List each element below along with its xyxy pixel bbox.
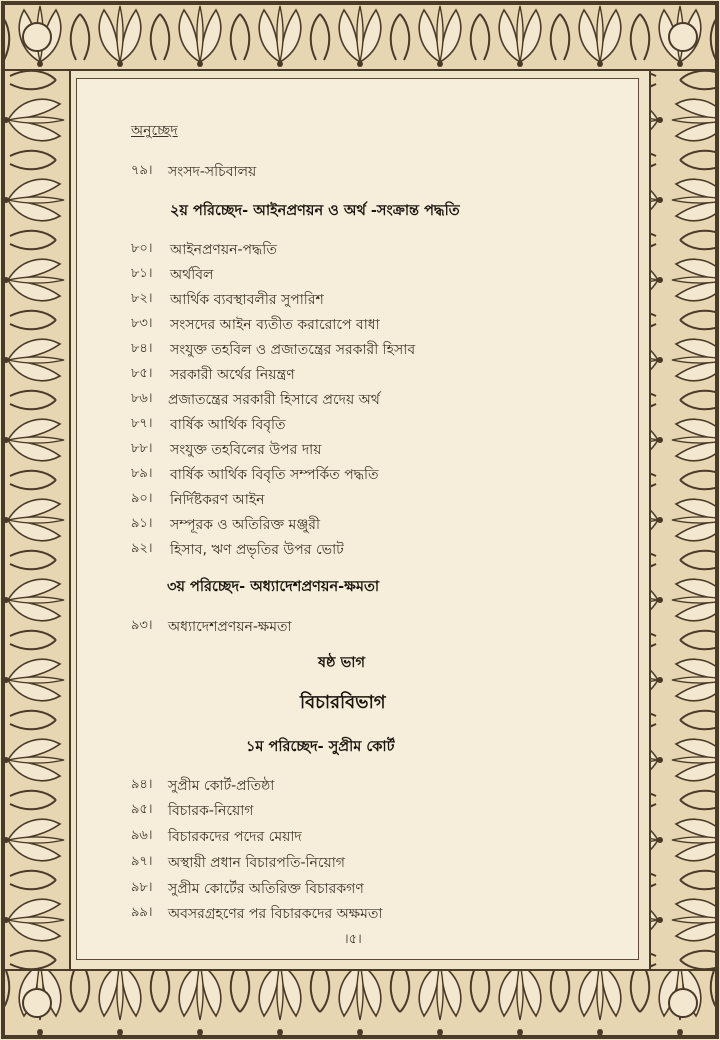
chapter3-heading: ৩য় পরিচ্ছেদ- অধ্যাদেশপ্রণয়ন-ক্ষমতা: [167, 579, 380, 595]
entry-number: ৯৪।: [131, 777, 153, 792]
entry-number: ৯১।: [131, 516, 153, 531]
entry-title: নির্দিষ্টকরণ আইন: [170, 492, 265, 508]
entry-title: সুপ্রীম কোর্টের অতিরিক্ত বিচারকগণ: [168, 881, 364, 897]
chapter1-heading: ১ম পরিচ্ছেদ- সুপ্রীম কোর্ট: [246, 739, 395, 755]
entry-title: হিসাব, ঋণ প্রভৃতির উপর ভোট: [170, 542, 344, 558]
entry-title: বার্ষিক আর্থিক বিবৃতি সম্পর্কিত পদ্ধতি: [170, 467, 379, 483]
entry-number: ৯৩।: [131, 618, 153, 633]
entry-title: বিচারক-নিয়োগ: [168, 803, 254, 819]
entry-title: সুপ্রীম কোর্ট-প্রতিষ্ঠা: [168, 778, 275, 794]
entry-title: প্রজাতন্ত্রের সরকারী হিসাবে প্রদেয় অর্থ: [168, 392, 380, 408]
entry-title: সংযুক্ত তহবিলের উপর দায়: [170, 442, 322, 458]
entry-number: ৯২।: [131, 541, 153, 556]
entry-number: ৮৮।: [131, 441, 153, 456]
entry-number: ৭৯।: [131, 163, 153, 178]
entry-title: সরকারী অর্থের নিয়ন্ত্রণ: [170, 367, 295, 383]
entry-number: ৮৭।: [131, 416, 153, 431]
part-title: বিচারবিভাগ: [300, 692, 386, 713]
entry-title: অধ্যাদেশপ্রণয়ন-ক্ষমতা: [168, 619, 292, 635]
entry-title: অর্থবিল: [170, 267, 214, 283]
entry-number: ৯০।: [131, 491, 153, 506]
entry-title: বিচারকদের পদের মেয়াদ: [168, 829, 302, 845]
entry-number: ৮৪।: [131, 341, 153, 356]
entry-number: ৮৫।: [131, 366, 153, 381]
entry-number: ৮০।: [131, 241, 153, 256]
entry-title: সংসদের আইন ব্যতীত করারোপে বাধা: [170, 317, 380, 333]
entry-title: সংযুক্ত তহবিল ও প্রজাতন্ত্রের সরকারী হিসাব: [170, 342, 416, 358]
entry-number: ৯৭।: [131, 854, 153, 869]
entry-number: ৮১।: [131, 266, 153, 281]
entry-number: ৯৬।: [131, 828, 153, 843]
entry-title: আইনপ্রণয়ন-পদ্ধতি: [170, 242, 277, 258]
entry-number: ৮৯।: [131, 466, 153, 481]
entry-title: অবসরগ্রহণের পর বিচারকদের অক্ষমতা: [168, 906, 383, 922]
entry-number: ৮৬।: [131, 391, 153, 406]
entry-title: সংসদ-সচিবালয়: [168, 164, 257, 180]
entry-number: ৯৮।: [131, 880, 153, 895]
entry-number: ৯৫।: [131, 802, 153, 817]
entry-number: ৮৩।: [131, 316, 153, 331]
entry-title: আর্থিক ব্যবস্থাবলীর সুপারিশ: [170, 292, 324, 308]
section-label: অনুচ্ছেদ: [131, 123, 178, 139]
part-label: ষষ্ঠ ভাগ: [318, 655, 366, 671]
entry-title: সম্পূরক ও অতিরিক্ত মঞ্জুরী: [170, 517, 321, 533]
entry-title: বার্ষিক আর্থিক বিবৃতি: [170, 417, 286, 433]
entry-title: অস্থায়ী প্রধান বিচারপতি-নিয়োগ: [168, 855, 345, 871]
chapter2-heading: ২য় পরিচ্ছেদ- আইনপ্রণয়ন ও অর্থ -সংক্রান্ত পদ্ধতি: [170, 203, 460, 219]
entry-number: ৯৯।: [131, 905, 153, 920]
entry-number: ৮২।: [131, 291, 153, 306]
page-number: ।৫।: [344, 932, 362, 947]
